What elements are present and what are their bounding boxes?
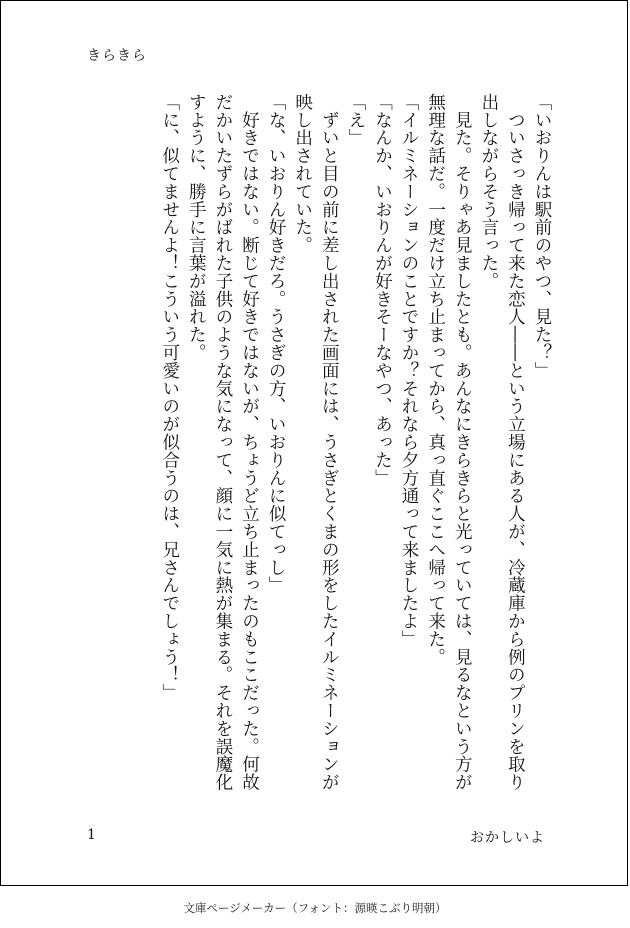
vertical-body-text bbox=[77, 93, 555, 805]
paragraph-3: 見た。そりゃあ見ましたとも。あんなにきらきらと光っていては、見るなという方が無理な話だ。一度だけ立ち止まってから、真っ直ぐここへ帰って来た。 bbox=[425, 93, 473, 792]
paragraph-5: 「なんか、いおりんが好きそーなやつ、あった」 bbox=[372, 93, 393, 487]
page-number: 1 bbox=[87, 827, 96, 843]
paragraph-6: 「え」 bbox=[345, 93, 366, 147]
paragraph-4: 「イルミネーションのことですか？それなら夕方通って来ましたよ」 bbox=[399, 93, 420, 648]
paragraph-10: 「に、似てませんよ！こういう可愛いのが似合うのは、兄さんでしょう！」 bbox=[159, 93, 180, 702]
paragraph-8: 「な、いおりん好きだろ。うさぎの方、いおりんに似てっし」 bbox=[266, 93, 287, 595]
paragraph-7: ずいと目の前に差し出された画面には、うさぎとくまの形をしたイルミネーションが映し出されていた。 bbox=[292, 93, 340, 792]
running-header-title: きらきら bbox=[87, 48, 147, 64]
generator-caption: 文庫ページメーカー（フォント：源暎こぶり明朝） bbox=[183, 901, 447, 915]
running-footer-title: おかしいよ bbox=[470, 830, 545, 846]
paragraph-9: 好きではない。断じて好きではないが、ちょうど立ち止まったのもここだった。何故だかいたずらがばれた子供のような気になって、顔に一気に熱が集まる。それを誤魔化すように、勝手に言葉が溢れた。 bbox=[186, 93, 260, 792]
paragraph-2: ついさっき帰って来た恋人――という立場にある人が、冷蔵庫から例のプリンを取り出しながらそう言った。 bbox=[478, 93, 526, 792]
paragraph-1: 「いおりんは駅前のやつ、見た？」 bbox=[532, 93, 552, 380]
